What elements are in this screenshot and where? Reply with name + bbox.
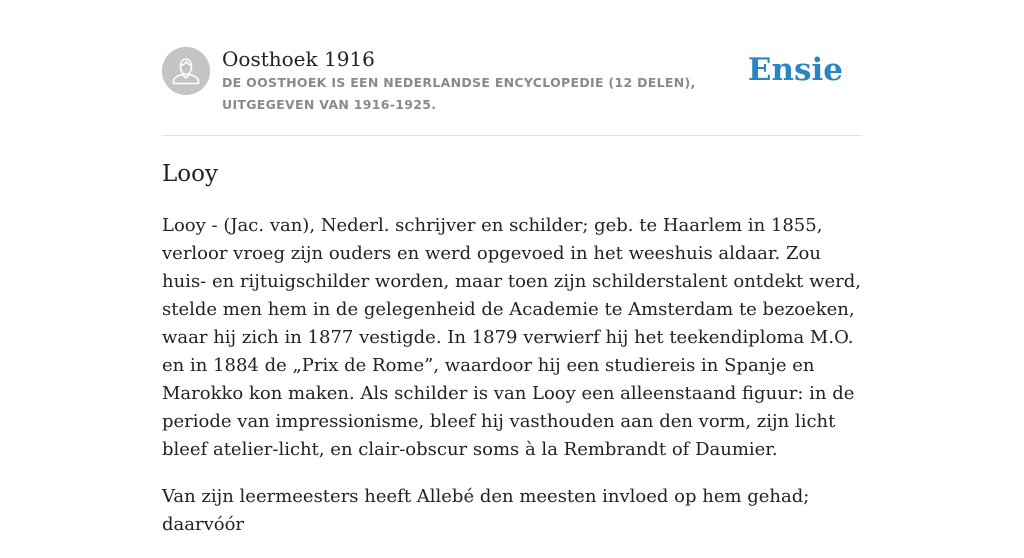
source-title[interactable]: Oosthoek 1916 — [222, 47, 375, 71]
header-divider — [162, 135, 862, 136]
article-body — [162, 212, 866, 558]
source-header — [162, 46, 862, 136]
article-paragraph: Van zijn leermeesters heeft Allebé den meesten invloed op hem gehad; daarvóór — [162, 486, 810, 535]
article-title: Looy — [162, 161, 218, 187]
user-silhouette-icon — [162, 47, 210, 95]
ensie-logo[interactable]: Ensie — [747, 52, 843, 88]
article-paragraph: Looy - (Jac. van), Nederl. schrijver en schilder; geb. te Haarlem in 1855, verloor vroeg zijn ouders en werd opgevoed in het weeshuis aldaar. Zou huis- en rijtuigschilder worden, maar toen zijn schilderstalent ontdekt werd, stelde men hem in de gelegenheid de Academie te Amsterdam te bezoeken, waar hij zich in 1877 vestigde. In 1879 verwierf hij het teekendiploma M.O. en in 1884 de „Prix de Rome”, waardoor hij een studiereis in Spanje en Marokko kon maken. Als schilder is van Looy een alleenstaand figuur: in de periode van impressionisme, bleef hij vasthouden aan den vorm, zijn licht bleef atelier-licht, en clair-obscur soms à la Rembrandt of Daumier. — [162, 215, 861, 460]
source-description: DE OOSTHOEK IS EEN NEDERLANDSE ENCYCLOPEDIE (12 DELEN), UITGEGEVEN VAN 1916-1925. — [222, 75, 696, 112]
